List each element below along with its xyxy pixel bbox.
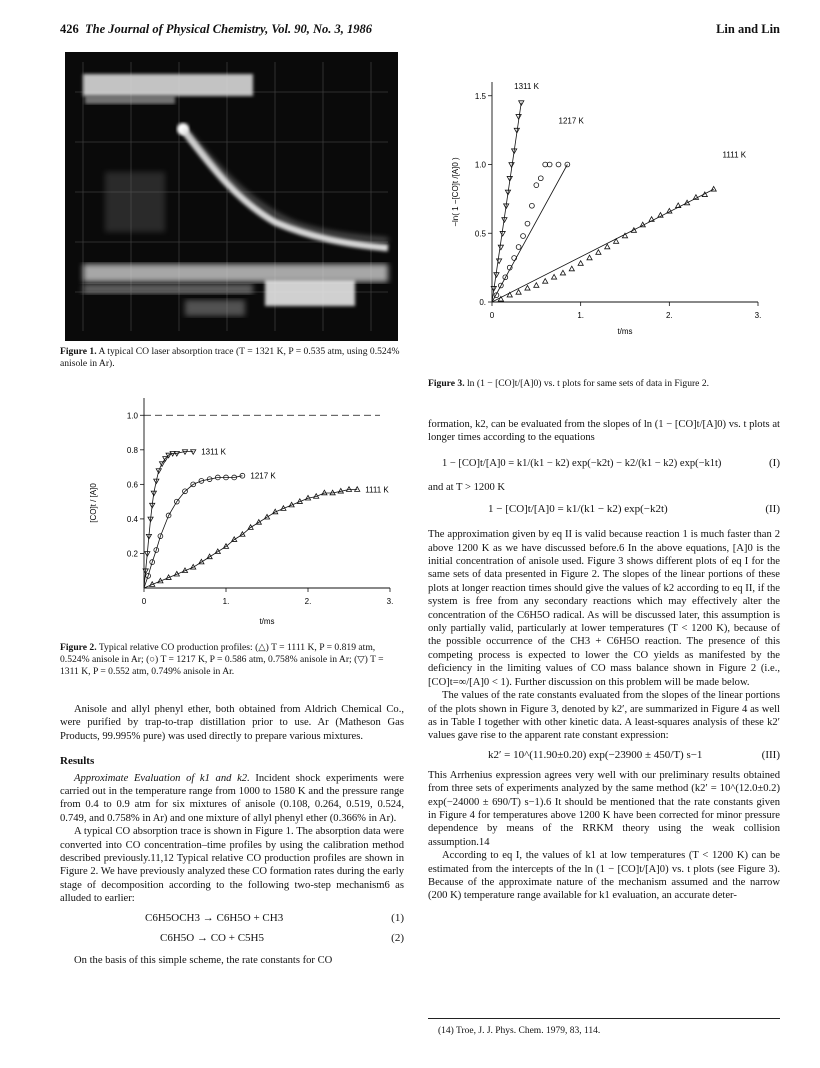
fig2-data-point — [240, 532, 245, 537]
equation-I-text: 1 − [CO]t/[A]0 = k1/(k1 − k2) exp(−k2t) − k2/(k1 − k2) exp(−k1t) — [442, 457, 722, 469]
left-para-2-text: Incident shock experiments were carried out in the temperature range from 1000 to 1580 K and the pressure range from 0.4 to 0.9 atm for six mixtures of anisole (0.108, 0.264, 0.519, 0.524, 0.749, and 0.758% in Ar) and one mixture of allyl phenyl ether (0.366% in Ar). — [60, 772, 404, 824]
header-authors: Lin and Lin — [716, 22, 780, 36]
figure1-photo — [65, 52, 398, 341]
fig3-x-tick-label: 0 — [489, 311, 495, 320]
page-number: 426 — [60, 22, 79, 36]
fig3-data-point — [507, 292, 512, 297]
fig3-y-tick-label: 1.5 — [474, 91, 486, 101]
fig3-data-point — [525, 221, 530, 226]
fig3-data-point — [496, 259, 501, 264]
left-para-2-italic: Approximate Evaluation of k1 and k2. — [74, 772, 250, 784]
fig3-data-point — [551, 274, 556, 279]
fig3-data-point — [569, 266, 574, 271]
right-para-4: This Arrhenius expression agrees very well with our preliminary results obtained from three sets of experiments analyzed by the same method (k2′ = 10^(12.0±0.2) exp(−24000 ± 690/T) s−1).6 It should be mentioned that the rate constants given in Figure 4 for temperatures above 1200 K have been corrected for minor pressure dependence by means of the RRKM theory using the weak collision assumption.14 — [428, 769, 780, 848]
fig3-y-axis-label: −ln( 1 −[CO]t /[A]0 ) — [451, 157, 460, 227]
footnote-rule — [428, 1018, 780, 1019]
left-body — [60, 703, 404, 967]
fig3-data-point — [534, 283, 539, 288]
right-para-2: The approximation given by eq II is valid because reaction 1 is much faster than 2 above 1200 K as we have discussed before.6 In the above equations, [A]0 is the initial concentration of anisole used. Figure 3 shows different plots of eq I for the same sets of data presented in Figure 2. The slopes of the linear portions of these plots at longer reaction times should give the values of k2 according to eq II, if the system is free from any secondary reactions which may effectively alter the concentration of the C6H5O radical. As will be discussed later, this assumption is only partially valid, particularly at lower temperatures (T < 1200 K), because of the possible occurrence of the CH3 + C6H5O reaction. The presence of this competing process is expected to lower the CO yields as manifested by the deficiency in the limiting values of CO mass balance shown in Figure 2 (i.e., [CO]t=∞/[A]0 < 1). Further discussion on this problem will be made below. — [428, 529, 780, 688]
header-left — [60, 22, 372, 37]
fig3-data-point — [521, 234, 526, 239]
fig3-curve-label: 1111 K — [722, 150, 747, 160]
right-body — [428, 418, 780, 903]
fig3-y-tick-label: 0.5 — [474, 229, 486, 239]
fig2-curve-label: 1217 K — [250, 471, 276, 481]
fig3-data-point — [525, 285, 530, 290]
page-header — [60, 22, 780, 40]
fig2-y-axis-label: [CO]t / [A]0 — [89, 483, 98, 523]
figure3-chart — [428, 62, 780, 374]
fig2-x-tick-label: 0 — [141, 597, 147, 606]
fig3-data-point — [711, 186, 716, 191]
fig2-x-tick-label: 3. — [386, 597, 394, 606]
fig3-data-point — [556, 162, 561, 167]
fig2-series-line — [144, 476, 242, 588]
fig2-data-point — [256, 520, 261, 525]
figure2-svg — [60, 388, 404, 640]
equation-1-text: C6H5OCH3 → C6H5O + CH3 — [145, 911, 284, 924]
figure3-caption-text: ln (1 − [CO]t/[A]0) vs. t plots for same sets of data in Figure 2. — [467, 378, 710, 389]
left-para-3: A typical CO absorption trace is shown in Figure 1. The absorption data were converted into CO concentration–time profiles by using the calibration method described previously.11,12 Typical relative CO production profiles are shown in Figure 2. We have previously analyzed these CO formation rates during the early stage of decomposition according to the following two-step mechanism6 as alluded to earlier: — [60, 826, 404, 905]
equation-I-number: (I) — [769, 456, 780, 469]
fig3-data-point — [587, 255, 592, 260]
fig2-y-tick-label: 1.0 — [126, 411, 138, 421]
fig2-data-point — [191, 564, 196, 569]
fig3-data-point — [516, 245, 521, 250]
fig2-x-tick-label: 2. — [304, 597, 312, 606]
fig2-data-point — [346, 487, 351, 492]
fig3-x-tick-label: 3. — [754, 311, 762, 320]
fig3-data-point — [560, 270, 565, 275]
fig2-data-point — [199, 559, 204, 564]
fig3-data-point — [498, 245, 503, 250]
fig3-data-point — [578, 261, 583, 266]
figure2-caption-text: Typical relative CO production profiles: (△) T = 1111 K, P = 0.819 atm, 0.524% anisole in Ar; (○) T = 1217 K, P = 0.586 atm, 0.758% anisole in Ar; (▽) T = 1311 K, P = 0.552 atm, 0.749% anisole in Ar. — [60, 642, 384, 677]
equation-I — [428, 449, 780, 479]
fig3-data-point — [538, 176, 543, 181]
fig3-data-point — [543, 279, 548, 284]
figure1-caption — [60, 346, 404, 370]
fig2-y-tick-label: 0.8 — [126, 445, 138, 455]
footnote: (14) Troe, J. J. Phys. Chem. 1979, 83, 114. — [438, 1026, 601, 1036]
fig3-y-tick-label: 1.0 — [474, 160, 486, 170]
results-heading: Results — [60, 755, 95, 768]
fig2-data-point — [174, 451, 179, 456]
equation-II — [428, 496, 780, 524]
fig2-y-tick-label: 0.6 — [126, 480, 138, 490]
figure2-caption-label: Figure 2. — [60, 642, 97, 653]
fig2-x-axis-label: t/ms — [259, 617, 275, 626]
fig2-data-point — [207, 554, 212, 559]
fig2-data-point — [322, 490, 327, 495]
equation-III — [428, 746, 780, 766]
fig2-curve-label: 1111 K — [365, 485, 389, 495]
equation-2 — [60, 930, 404, 950]
fig2-data-point — [191, 450, 196, 455]
journal-title: The Journal of Physical Chemistry, Vol. 90, No. 3, 1986 — [85, 22, 373, 36]
equation-1 — [60, 910, 404, 930]
fig3-data-point — [534, 183, 539, 188]
figure3-caption — [428, 378, 780, 390]
oscilloscope-trace — [65, 52, 398, 341]
fig2-y-tick-label: 0.2 — [126, 549, 138, 559]
left-para-1: Anisole and allyl phenyl ether, both obtained from Aldrich Chemical Co., were purified by trap-to-trap distillation prior to use. Ar (Matheson Gas Products, 99.995% pure) was used directly to prepare various mixtures. — [60, 704, 404, 742]
fig3-y-tick-label: 0. — [479, 298, 486, 307]
fig3-curve-label: 1311 K — [514, 81, 539, 91]
right-para-3: The values of the rate constants evaluated from the slopes of the linear portions of the plots shown in Figure 3, denoted by k2′, are summarized in Figure 4 as well as in Table I together with other kinetic data. A least-squares analysis of these k2′ values gave rise to the apparent rate constant expression: — [428, 690, 780, 742]
figure1-caption-text: A typical CO laser absorption trace (T = 1321 K, P = 0.535 atm, using 0.524% anisole in Ar). — [60, 346, 400, 369]
equation-III-text: k2′ = 10^(11.90±0.20) exp(−23900 ± 450/T) s−1 — [488, 748, 703, 761]
equation-1-number: (1) — [391, 911, 404, 924]
fig2-data-point — [264, 514, 269, 519]
fig3-data-point — [596, 250, 601, 255]
figure2-chart — [60, 388, 404, 640]
fig3-curve-label: 1217 K — [558, 116, 584, 126]
fig2-x-tick-label: 1. — [222, 597, 230, 606]
fig3-data-point — [605, 244, 610, 249]
equation-II-text: 1 − [CO]t/[A]0 = k1/(k1 − k2) exp(−k2t) — [488, 503, 668, 516]
fig3-fit-line — [492, 165, 567, 303]
left-para-2 — [60, 772, 404, 826]
fig2-curve-label: 1311 K — [201, 447, 226, 457]
and-at-text: and at T > 1200 K — [428, 481, 506, 493]
fig2-data-point — [355, 487, 360, 492]
equation-III-number: (III) — [761, 748, 780, 761]
fig3-x-tick-label: 1. — [577, 311, 585, 320]
right-para-1: formation, k2, can be evaluated from the slopes of ln (1 − [CO]t/[A]0) vs. t plots at longer times according to the equations — [428, 419, 780, 444]
figure3-caption-label: Figure 3. — [428, 378, 465, 389]
left-para-4: On the basis of this simple scheme, the rate constants for CO — [74, 954, 333, 966]
figure2-caption — [60, 642, 404, 678]
fig3-data-point — [565, 162, 570, 167]
fig3-data-point — [509, 163, 514, 168]
fig3-data-point — [516, 290, 521, 295]
fig3-x-tick-label: 2. — [665, 311, 673, 320]
equation-II-number: (II) — [765, 503, 780, 516]
fig3-x-axis-label: t/ms — [617, 327, 633, 336]
fig3-data-point — [530, 203, 535, 208]
fig3-data-point — [516, 115, 521, 120]
equation-2-text: C6H5O → CO + C5H5 — [160, 931, 264, 944]
equation-2-number: (2) — [391, 931, 404, 944]
fig2-y-tick-label: 0.4 — [126, 514, 138, 524]
figure3-svg — [428, 62, 780, 374]
figure1-caption-label: Figure 1. — [60, 346, 97, 357]
right-para-5: According to eq I, the values of k1 at low temperatures (T < 1200 K) can be estimated from the intercepts of the ln (1 − [CO]t/[A]0) vs. t plots (see Figure 3). Because of the approximate nature of the mechanism assumed and the narrow (200 K) temperature range available for k1 evaluation, an accurate deter- — [428, 850, 780, 902]
